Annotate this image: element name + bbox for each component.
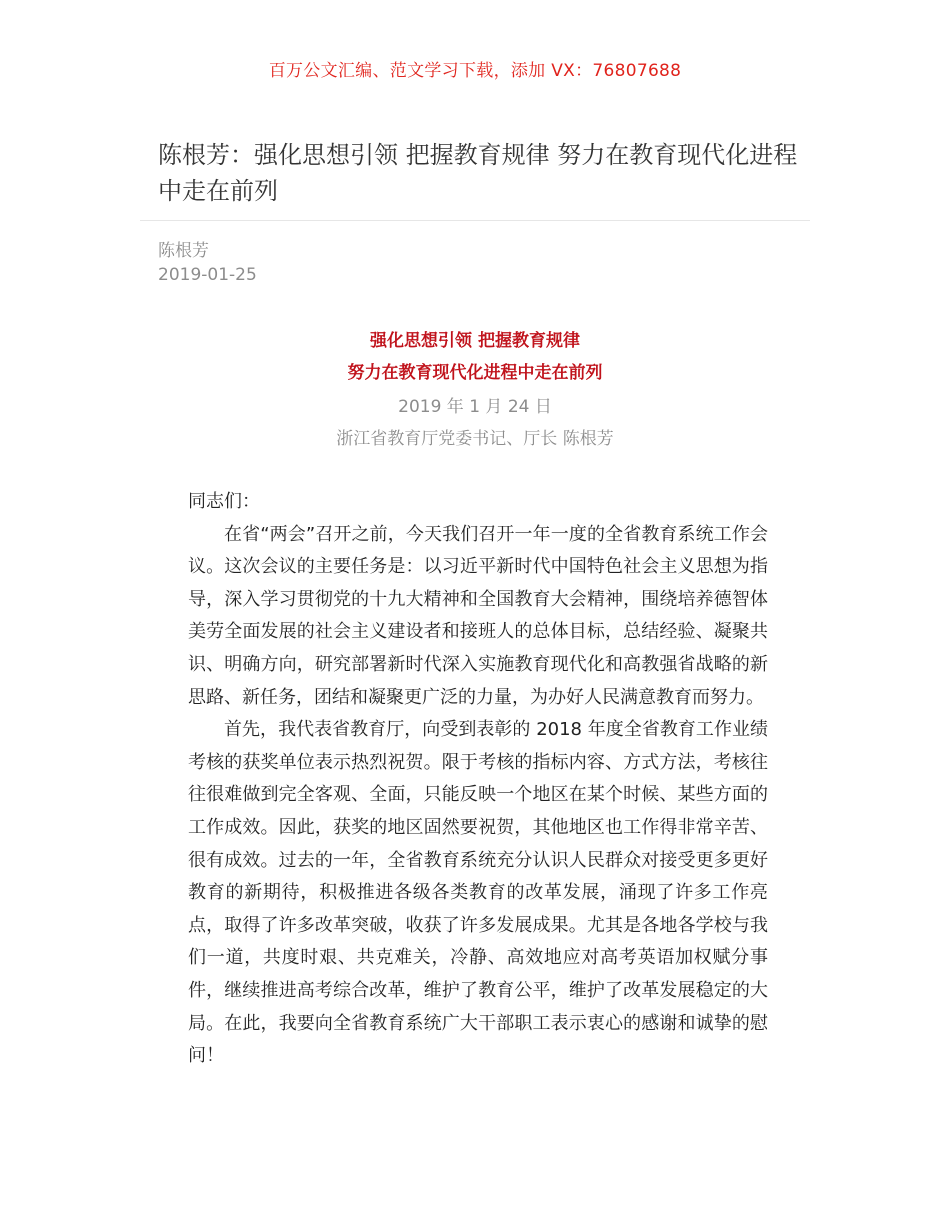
speech-title-line1: 强化思想引领 把握教育规律 — [370, 331, 580, 351]
promo-banner: 百万公文汇编、范文学习下载，添加 VX：76807688 — [268, 61, 682, 81]
speaker-line: 浙江省教育厅党委书记、厅长 陈根芳 — [336, 429, 614, 449]
paragraph-2: 首先，我代表省教育厅，向受到表彰的 2018 年度全省教育工作业绩考核的获奖单位表示热烈祝贺。限于考核的指标内容、方式方法，考核往往很难做到完全客观、全面，只能反映一个地区在某个时候、某些方面的工作成效。因此，获奖的地区固然要祝贺，其他地区也工作得非常辛苦、很有成效。过去的一年，全省教育系统充分认识人民群众对接受更多更好教育的新期待，积极推进各级各类教育的改革发展，涌现了许多工作亮点，取得了许多改革突破，收获了许多发展成果。尤其是各地各学校与我们一道，共度时艰、共克难关，冷静、高效地应对高考英语加权赋分事件，继续推进高考综合改革，维护了教育公平，维护了改革发展稳定的大局。在此，我要向全省教育系统广大干部职工表示衷心的感谢和诚挚的慰问！ — [188, 719, 768, 1067]
title-divider — [140, 220, 810, 221]
speech-date: 2019 年 1 月 24 日 — [398, 397, 552, 417]
speech-heading — [0, 325, 950, 455]
speech-title-line2: 努力在教育现代化进程中走在前列 — [347, 363, 603, 383]
greeting: 同志们： — [188, 491, 260, 512]
paragraph-1: 在省“两会”召开之前，今天我们召开一年一度的全省教育系统工作会议。这次会议的主要任务是：以习近平新时代中国特色社会主义思想为指导，深入学习贯彻党的十九大精神和全国教育大会精神，围绕培养德智体美劳全面发展的社会主义建设者和接班人的总体目标，总结经验、凝聚共识、明确方向，研究部署新时代深入实施教育现代化和高教强省战略的新思路、新任务，团结和凝聚更广泛的力量，为办好人民满意教育而努力。 — [188, 523, 768, 708]
article-body — [188, 486, 768, 1073]
publish-date: 2019-01-25 — [158, 265, 257, 285]
article-title: 陈根芳：强化思想引领 把握教育规律 努力在教育现代化进程中走在前列 — [158, 141, 798, 205]
author-name: 陈根芳 — [158, 241, 209, 261]
article-meta — [158, 239, 257, 287]
